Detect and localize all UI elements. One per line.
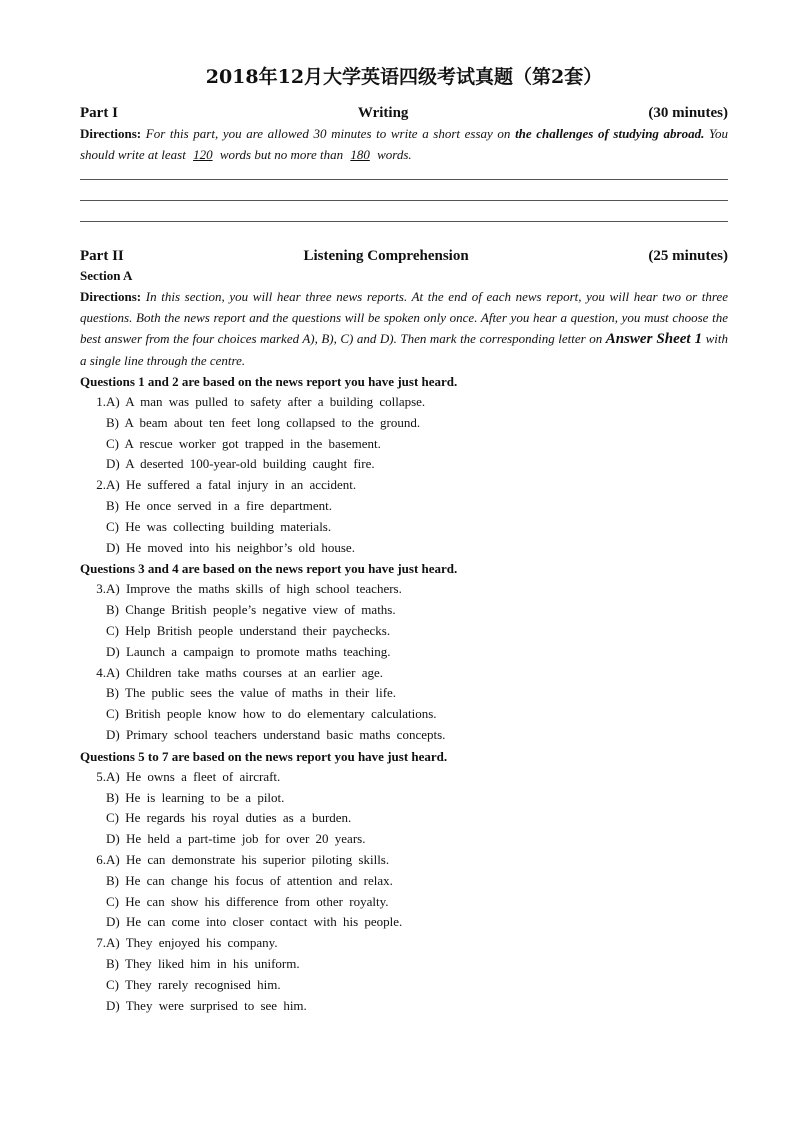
part2-label: Part II — [80, 248, 124, 264]
directions-text: words but no more than — [219, 147, 344, 162]
answer-option — [80, 413, 728, 434]
option-text: A) He owns a fleet of aircraft. — [106, 768, 281, 784]
option-text: C) They rarely recognised him. — [106, 976, 281, 992]
option-text: D) He moved into his neighbor’s old house. — [106, 539, 355, 555]
option-text: A) They enjoyed his company. — [106, 935, 278, 951]
option-text: A) He suffered a fatal injury in an accident. — [106, 477, 357, 493]
option-text: C) He was collecting building materials. — [106, 518, 332, 534]
option-text: C) He can show his difference from other royalty. — [106, 893, 389, 909]
directions-text: For this part, you are allowed 30 minutes to write a short essay on — [145, 126, 511, 141]
option-text: D) He can come into closer contact with his people. — [106, 914, 403, 930]
answer-option — [80, 704, 728, 725]
option-text: A) A man was pulled to safety after a building collapse. — [106, 394, 426, 409]
section-a-heading: Section A — [80, 268, 133, 283]
writing-line — [80, 179, 728, 180]
answer-option — [80, 933, 728, 954]
directions-text: In this section, you will hear three news reports. At the end of each news report, you will hear two or three questions. Both the news report and the questions will be spoken only once. After you hear a question, you must choose the best answer from the four choices marked A), B), C) and D). Then mark the corresponding letter on — [80, 289, 728, 346]
answer-option — [80, 808, 728, 829]
answer-option — [80, 829, 728, 850]
answer-option — [80, 767, 728, 788]
answer-option — [80, 579, 728, 600]
directions-label: Directions: — [80, 126, 142, 141]
answer-option — [80, 954, 728, 975]
answer-option — [80, 871, 728, 892]
option-text: B) A beam about ten feet long collapsed to the ground. — [106, 414, 421, 430]
option-text: B) They liked him in his uniform. — [106, 955, 300, 971]
answer-option — [80, 725, 728, 746]
answer-option — [80, 434, 728, 455]
page-title: 2018年12月大学英语四级考试真题（第2套） — [205, 66, 603, 88]
question-number: 5. — [96, 768, 106, 784]
question-number: 1. — [96, 394, 106, 409]
exam-page — [80, 62, 728, 1016]
option-text: B) The public sees the value of maths in their life. — [106, 685, 397, 701]
answer-option — [80, 788, 728, 809]
question-number: 6. — [96, 851, 106, 867]
answer-sheet-label: Answer Sheet 1 — [605, 331, 703, 347]
writing-line — [80, 200, 728, 201]
option-text: B) He is learning to be a pilot. — [106, 789, 285, 805]
answer-option — [80, 850, 728, 871]
option-text: D) He held a part-time job for over 20 years. — [106, 831, 366, 847]
part2-header — [80, 246, 728, 266]
option-text: A) Children take maths courses at an earlier age. — [106, 664, 384, 680]
directions-text: with a single line through the centre. — [80, 331, 728, 368]
answer-option — [80, 600, 728, 621]
directions-text: words. — [377, 147, 412, 162]
option-text: D) Primary school teachers understand basic maths concepts. — [106, 726, 446, 742]
answer-option — [80, 996, 728, 1017]
answer-option — [80, 392, 728, 413]
answer-option — [80, 454, 728, 475]
writing-lines — [80, 179, 728, 222]
option-text: D) They were surprised to see him. — [106, 997, 307, 1013]
part1-label: Part I — [80, 105, 118, 121]
max-words: 180 — [350, 147, 370, 162]
answer-option — [80, 683, 728, 704]
option-text: C) He regards his royal duties as a burden. — [106, 810, 352, 826]
option-text: C) British people know how to do elementary calculations. — [106, 706, 437, 722]
question-groups — [80, 371, 728, 1016]
answer-option — [80, 496, 728, 517]
answer-option — [80, 892, 728, 913]
part2-directions — [80, 286, 728, 371]
answer-option — [80, 475, 728, 496]
answer-option — [80, 621, 728, 642]
part2-time: (25 minutes) — [648, 248, 728, 264]
answer-option — [80, 663, 728, 684]
option-text: C) Help British people understand their paychecks. — [106, 622, 391, 638]
part1-time: (30 minutes) — [648, 105, 728, 121]
min-words: 120 — [193, 147, 213, 162]
question-number: 7. — [96, 935, 106, 951]
writing-line — [80, 221, 728, 222]
directions-text: You should write at least — [80, 126, 729, 162]
question-group-heading: Questions 1 and 2 are based on the news report you have just heard. — [80, 374, 458, 389]
option-text: B) Change British people’s negative view of maths. — [106, 602, 396, 618]
essay-topic: the challenges of studying abroad. — [515, 126, 705, 141]
part1-name: Writing — [357, 105, 409, 121]
option-text: D) A deserted 100-year-old building caught fire. — [106, 456, 375, 472]
part1-directions — [80, 123, 728, 165]
answer-option — [80, 912, 728, 933]
question-group-heading: Questions 3 and 4 are based on the news report you have just heard. — [80, 561, 458, 577]
option-text: A) Improve the maths skills of high school teachers. — [106, 581, 402, 597]
option-text: B) He once served in a fire department. — [106, 497, 333, 513]
option-text: C) A rescue worker got trapped in the basement. — [106, 435, 381, 451]
option-text: D) Launch a campaign to promote maths teaching. — [106, 643, 391, 659]
answer-option — [80, 538, 728, 559]
answer-option — [80, 517, 728, 538]
answer-option — [80, 975, 728, 996]
directions-label: Directions: — [80, 289, 142, 304]
question-number: 2. — [96, 477, 106, 493]
question-group-heading: Questions 5 to 7 are based on the news report you have just heard. — [80, 748, 448, 764]
option-text: A) He can demonstrate his superior piloting skills. — [106, 851, 390, 867]
question-number: 3. — [96, 581, 106, 597]
option-text: B) He can change his focus of attention and relax. — [106, 872, 393, 888]
answer-option — [80, 642, 728, 663]
question-number: 4. — [96, 664, 106, 680]
part1-header — [80, 103, 728, 123]
part2-name: Listening Comprehension — [303, 248, 469, 264]
